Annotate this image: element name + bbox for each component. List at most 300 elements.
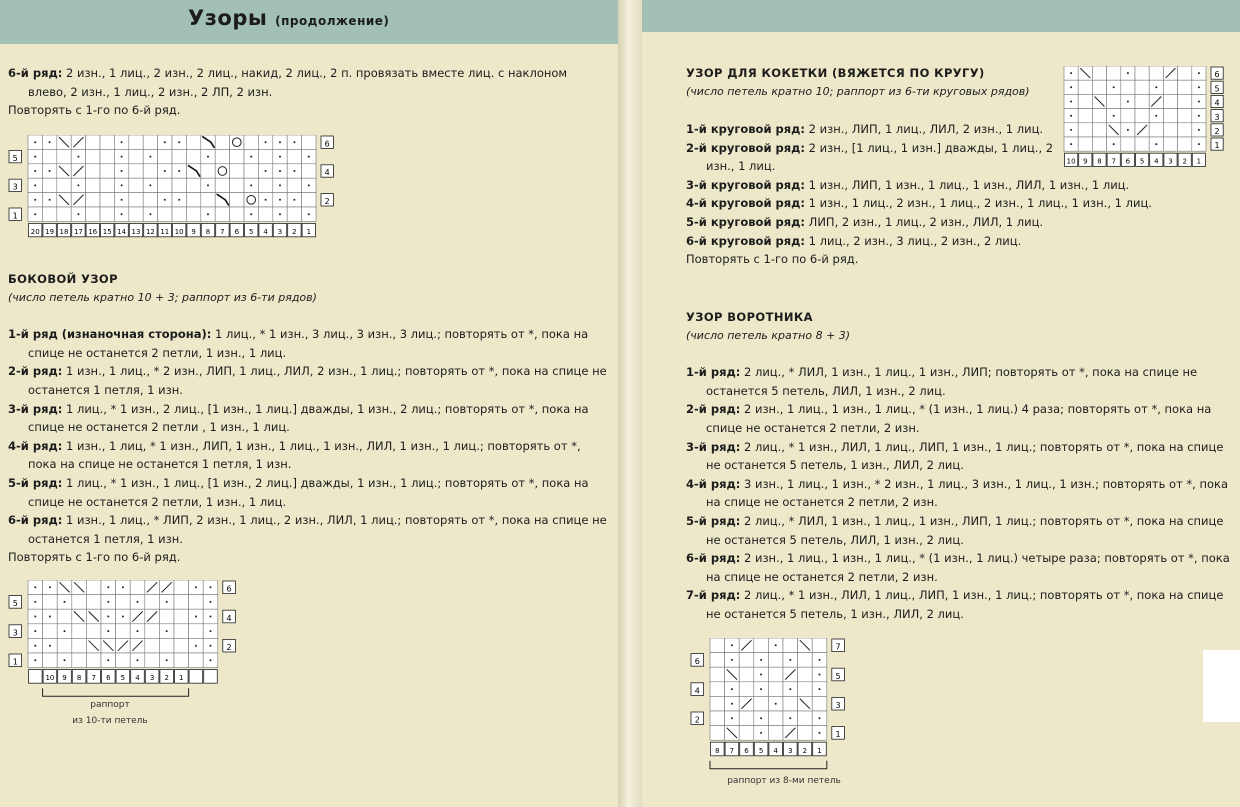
purl-dot	[265, 141, 267, 143]
row-label: 6	[226, 584, 232, 594]
row-label: 5	[1214, 84, 1220, 94]
chart-cell	[244, 135, 258, 149]
purl-dot	[49, 170, 51, 172]
purl-dot	[121, 156, 123, 158]
col-label: 7	[1111, 157, 1116, 166]
chart-cell	[1121, 137, 1135, 151]
purl-dot	[789, 717, 791, 719]
collar-title: УЗОР ВОРОТНИКА	[686, 310, 813, 324]
chart2-svg	[6, 580, 240, 700]
row-label: 4	[694, 686, 700, 696]
chart-cell	[1163, 94, 1177, 108]
purl-dot	[1155, 143, 1157, 145]
header-band-right	[642, 0, 1240, 32]
purl-dot	[121, 141, 123, 143]
col-label-box	[29, 670, 43, 684]
purl-dot	[731, 717, 733, 719]
chart-cell	[710, 638, 725, 653]
purl-dot	[34, 156, 36, 158]
chart-cell	[42, 207, 56, 221]
title-main: Узоры	[188, 6, 268, 30]
chart-cell	[1078, 123, 1092, 137]
col-label: 11	[160, 227, 170, 236]
col-label: 6	[744, 746, 749, 755]
purl-dot	[34, 141, 36, 143]
chart-cell	[1078, 94, 1092, 108]
purl-dot	[121, 213, 123, 215]
purl-dot	[207, 213, 209, 215]
purl-dot	[760, 732, 762, 734]
chart-cell	[57, 207, 71, 221]
chart-cell	[739, 726, 754, 741]
col-label: 12	[145, 227, 155, 236]
chart-cell	[186, 149, 200, 163]
yoke-row-1: 1-й круговой ряд: 2 изн., ЛИП, 1 лиц., ЛИЛ, 2 изн., 1 лиц.	[686, 122, 1044, 136]
purl-dot	[308, 213, 310, 215]
chart-cell	[129, 207, 143, 221]
chart2-grid	[28, 580, 218, 668]
chart-cell	[174, 595, 189, 610]
purl-dot	[164, 141, 166, 143]
chart-cell	[116, 624, 131, 639]
purl-dot	[195, 615, 197, 617]
row-label: 1	[1214, 141, 1220, 151]
yoke-row-4: 4-й круговой ряд: 1 изн., 1 лиц., 2 изн., 1 лиц., 2 изн., 1 лиц., 1 изн., 1 лиц.	[686, 196, 1152, 211]
row-label: 1	[12, 211, 18, 221]
purl-dot	[1155, 86, 1157, 88]
chart-cell	[710, 653, 725, 668]
col-label: 8	[715, 746, 720, 755]
col-label: 10	[174, 227, 184, 236]
row-label: 2	[694, 715, 700, 725]
col-label: 3	[1168, 157, 1173, 166]
col-label: 1	[306, 227, 312, 236]
purl-dot	[122, 615, 124, 617]
col-label: 9	[62, 674, 67, 683]
chart-cell	[768, 653, 783, 668]
purl-dot	[775, 644, 777, 646]
purl-dot	[1113, 86, 1115, 88]
purl-dot	[34, 170, 36, 172]
row-label: 3	[1214, 112, 1220, 122]
row-label: 6	[324, 139, 330, 149]
chart-cell	[116, 653, 131, 668]
chart-cell	[186, 178, 200, 192]
chart-cell	[172, 178, 186, 192]
chart1-grid	[28, 135, 316, 221]
purl-dot	[1127, 129, 1129, 131]
purl-dot	[760, 688, 762, 690]
chart-cell	[100, 178, 114, 192]
purl-dot	[293, 141, 295, 143]
purl-dot	[818, 717, 820, 719]
chart-cell	[129, 178, 143, 192]
purl-dot	[1198, 86, 1200, 88]
chart-cell	[287, 207, 301, 221]
purl-dot	[209, 615, 211, 617]
chart-cell	[189, 624, 204, 639]
side-pattern-title: БОКОВОЙ УЗОР	[8, 272, 118, 286]
purl-dot	[195, 645, 197, 647]
purl-dot	[209, 645, 211, 647]
row-label: 7	[835, 642, 841, 652]
purl-dot	[107, 630, 109, 632]
purl-dot	[279, 199, 281, 201]
chart-cell	[768, 711, 783, 726]
book-gutter	[618, 0, 642, 807]
row-label: 3	[12, 628, 18, 638]
purl-dot	[49, 141, 51, 143]
chart-cell	[116, 595, 131, 610]
chart-cell	[1078, 80, 1092, 94]
chart-cell	[244, 164, 258, 178]
purl-dot	[121, 184, 123, 186]
col-label: 2	[802, 746, 808, 755]
row-label: 4	[226, 613, 232, 623]
purl-dot	[818, 673, 820, 675]
chart-cell	[754, 696, 769, 711]
chart-cell	[230, 178, 244, 192]
purl-dot	[1198, 72, 1200, 74]
purl-dot	[1127, 72, 1129, 74]
purl-dot	[1070, 143, 1072, 145]
chart-cell	[215, 178, 229, 192]
collar-caption: раппорт из 8-ми петель	[727, 776, 841, 786]
chart-cell	[798, 711, 813, 726]
chart-cell	[230, 207, 244, 221]
purl-dot	[279, 141, 281, 143]
chart-cell	[1149, 66, 1163, 80]
collar-row-6: 6-й ряд: 2 изн., 1 лиц., 1 изн., 1 лиц., * (1 изн., 1 лиц.) четыре раза; повторять от *, пока на спице не останется 2 петли, 2 изн.	[686, 551, 1230, 584]
chart-cell	[1121, 109, 1135, 123]
chart-cell	[768, 682, 783, 697]
chart-cell	[42, 149, 56, 163]
row-label: 6	[1214, 70, 1220, 80]
side-row-2: 2-й ряд: 1 изн., 1 лиц., * 2 изн., ЛИП, 1 лиц., ЛИЛ, 2 изн., 1 лиц.; повторять от *, пока на спице не останется 1 петля, 1 изн.	[8, 364, 607, 397]
purl-dot	[1198, 143, 1200, 145]
purl-dot	[34, 630, 36, 632]
chart-cell	[1078, 137, 1092, 151]
title-subtitle: (продолжение)	[275, 14, 390, 28]
chart-cell	[158, 207, 172, 221]
col-label: 4	[135, 674, 140, 683]
chart-cell	[798, 726, 813, 741]
col-label: 9	[191, 227, 196, 236]
chart-cell	[186, 193, 200, 207]
chart-cell	[130, 580, 145, 595]
repeat-bracket	[710, 761, 827, 769]
col-label: 7	[729, 746, 735, 755]
purl-dot	[107, 615, 109, 617]
purl-dot	[77, 184, 79, 186]
chart-cell	[129, 149, 143, 163]
col-label: 17	[73, 227, 83, 236]
purl-dot	[308, 184, 310, 186]
purl-dot	[731, 644, 733, 646]
purl-dot	[209, 630, 211, 632]
purl-dot	[760, 659, 762, 661]
purl-dot	[136, 630, 138, 632]
chart-cell	[812, 638, 827, 653]
purl-dot	[164, 170, 166, 172]
purl-dot	[818, 659, 820, 661]
chart-cell	[86, 178, 100, 192]
purl-dot	[279, 170, 281, 172]
purl-dot	[136, 659, 138, 661]
chart-cell	[42, 178, 56, 192]
chart-cell	[302, 193, 316, 207]
chart-cell	[739, 667, 754, 682]
chart-cell	[129, 193, 143, 207]
chart-cell	[100, 207, 114, 221]
collar-row-4: 4-й ряд: 3 изн., 1 лиц., 1 изн., * 2 изн., 1 лиц., 3 изн., 1 лиц., 1 изн.; повторять от *, пока на спице не останется 2 петли, 2 изн.	[686, 476, 1229, 510]
purl-dot	[49, 199, 51, 201]
purl-dot	[1198, 115, 1200, 117]
col-label: 8	[1097, 157, 1102, 166]
purl-dot	[178, 170, 180, 172]
chart-cell	[57, 178, 71, 192]
purl-dot	[1070, 129, 1072, 131]
purl-dot	[121, 199, 123, 201]
purl-dot	[250, 213, 252, 215]
chart-cell	[287, 178, 301, 192]
chart-cell	[783, 638, 798, 653]
chart-cell	[174, 653, 189, 668]
col-label: 1	[1196, 157, 1202, 166]
purl-dot	[195, 586, 197, 588]
chart-cell	[768, 667, 783, 682]
purl-dot	[166, 630, 168, 632]
chart-cell	[1149, 123, 1163, 137]
col-label: 9	[1083, 157, 1088, 166]
row-label: 4	[324, 168, 330, 178]
chart-cell	[1121, 80, 1135, 94]
chart-cell	[1178, 109, 1192, 123]
chart-cell	[1092, 137, 1106, 151]
chart-cell	[1178, 123, 1192, 137]
purl-dot	[209, 586, 211, 588]
purl-dot	[789, 688, 791, 690]
purl-dot	[818, 732, 820, 734]
purl-dot	[164, 199, 166, 201]
purl-dot	[760, 717, 762, 719]
purl-dot	[209, 601, 211, 603]
purl-dot	[818, 688, 820, 690]
chart-cell	[739, 653, 754, 668]
pattern1-repeat: Повторять с 1-го по 6-й ряд.	[8, 103, 181, 118]
page-title	[188, 6, 389, 30]
chart-cell	[158, 178, 172, 192]
purl-dot	[34, 213, 36, 215]
row-label: 5	[12, 153, 18, 163]
chart-cell	[129, 164, 143, 178]
row-label: 2	[226, 642, 232, 652]
purl-dot	[64, 601, 66, 603]
chart-cell	[57, 609, 72, 624]
purl-dot	[1070, 115, 1072, 117]
chart-cell	[86, 135, 100, 149]
row-label: 2	[1214, 126, 1220, 136]
chart-cell	[1107, 66, 1121, 80]
purl-dot	[1070, 72, 1072, 74]
chart-cell	[1163, 109, 1177, 123]
chart-cell	[1135, 66, 1149, 80]
chart-cell	[230, 164, 244, 178]
purl-dot	[122, 586, 124, 588]
col-label: 5	[1139, 157, 1145, 166]
chart-cell	[754, 638, 769, 653]
col-label-box	[204, 670, 218, 684]
col-label: 18	[59, 227, 69, 236]
purl-dot	[107, 601, 109, 603]
chart3-svg	[1062, 66, 1228, 169]
purl-dot	[1155, 115, 1157, 117]
chart-cell	[798, 682, 813, 697]
purl-dot	[64, 659, 66, 661]
row-label: 2	[324, 196, 330, 206]
chart-cell	[189, 653, 204, 668]
right-page	[642, 0, 1240, 807]
purl-dot	[149, 156, 151, 158]
col-label: 10	[45, 674, 55, 683]
chart-cell	[230, 135, 244, 149]
col-label: 19	[45, 227, 55, 236]
chart-cell	[201, 164, 215, 178]
purl-dot	[149, 213, 151, 215]
purl-dot	[250, 184, 252, 186]
repeat-bracket	[43, 688, 189, 696]
chart-cell	[1163, 80, 1177, 94]
chart-cell	[172, 207, 186, 221]
col-label: 16	[88, 227, 98, 236]
purl-dot	[731, 688, 733, 690]
chart4-svg	[688, 638, 849, 773]
chart-cell	[1092, 109, 1106, 123]
chart-cell	[100, 149, 114, 163]
purl-dot	[178, 199, 180, 201]
purl-dot	[166, 659, 168, 661]
row-label: 3	[12, 182, 18, 192]
row-label: 6	[694, 657, 700, 667]
chart-cell	[143, 135, 157, 149]
chart-cell	[230, 149, 244, 163]
chart-cell	[143, 164, 157, 178]
col-label: 4	[1154, 157, 1159, 166]
chart-cell	[145, 638, 160, 653]
col-label: 6	[1125, 157, 1131, 166]
chart-cell	[710, 726, 725, 741]
purl-dot	[1070, 100, 1072, 102]
chart-cell	[1092, 80, 1106, 94]
chart-cell	[43, 624, 58, 639]
purl-dot	[789, 659, 791, 661]
chart-cell	[1178, 137, 1192, 151]
collar-row-1: 1-й ряд: 2 лиц., * ЛИЛ, 1 изн., 1 лиц., 1 изн., ЛИП; повторять от *, пока на спице не останется 5 петель, ЛИЛ, 1 изн., 2 лиц.	[686, 365, 1198, 398]
chart-cell	[86, 193, 100, 207]
purl-dot	[1113, 143, 1115, 145]
collar-pattern-section	[686, 308, 1236, 624]
chart-cell	[172, 149, 186, 163]
chart-cell	[302, 164, 316, 178]
col-label: 8	[76, 674, 82, 683]
side-row-5: 5-й ряд: 1 лиц., * 1 изн., 1 лиц., [1 изн., 2 лиц.] дважды, 1 изн., 1 лиц.; повторять от *, пока на спице не останется 2 петли, 1 изн., 1 лиц.	[8, 475, 589, 509]
row-label: 1	[12, 657, 18, 667]
col-label: 8	[205, 227, 211, 236]
purl-dot	[49, 586, 51, 588]
purl-dot	[34, 615, 36, 617]
row-label: 4	[1214, 98, 1220, 108]
chart-cell	[1178, 80, 1192, 94]
pattern1-text	[8, 64, 608, 120]
purl-dot	[1198, 129, 1200, 131]
pattern1-row6: 6-й ряд: 2 изн., 1 лиц., 2 изн., 2 лиц., накид, 2 лиц., 2 п. провязать вместе лиц. с наклоном влево, 2 изн., 1 лиц., 2 изн., 2 ЛП, 2 изн.	[8, 66, 568, 99]
chart-cell	[798, 653, 813, 668]
left-page	[0, 0, 618, 807]
purl-dot	[209, 659, 211, 661]
purl-dot	[34, 199, 36, 201]
chart-cell	[72, 653, 87, 668]
yoke-row-3: 3-й круговой ряд: 1 изн., ЛИП, 1 изн., 1 лиц., 1 изн., ЛИЛ, 1 изн., 1 лиц.	[686, 177, 1130, 192]
chart-cell	[1135, 137, 1149, 151]
yoke-repeat: Повторять с 1-го по 6-й ряд.	[686, 252, 859, 267]
side-row-3: 3-й ряд: 1 лиц., * 1 изн., 2 лиц., [1 изн., 1 лиц.] дважды, 1 изн., 2 лиц.; повторять от *, пока на спице не останется 2 петли , 1 изн., 1 лиц.	[8, 401, 589, 435]
chart-cell	[129, 135, 143, 149]
chart-side-pattern	[6, 580, 240, 704]
chart-cell	[710, 667, 725, 682]
chart-cell	[145, 624, 160, 639]
col-label: 5	[758, 746, 764, 755]
chart-cell	[1135, 94, 1149, 108]
side-row-4: 4-й ряд: 1 изн., 1 лиц, * 1 изн., ЛИП, 1 изн., 1 лиц., 1 изн., ЛИЛ, 1 изн., 1 лиц.; повторять от *, пока на спице не останется 1 петля, 1 изн.	[8, 438, 581, 472]
chart3-grid	[1064, 66, 1206, 151]
row-label: 5	[835, 671, 841, 681]
yoke-row-6: 6-й круговой ряд: 1 лиц., 2 изн., 3 лиц., 2 изн., 2 лиц.	[686, 233, 1022, 248]
side-caption	[40, 700, 180, 726]
purl-dot	[136, 601, 138, 603]
purl-dot	[107, 659, 109, 661]
purl-dot	[207, 156, 209, 158]
col-label: 7	[220, 227, 225, 236]
purl-dot	[293, 199, 295, 201]
col-label: 4	[263, 227, 268, 236]
purl-dot	[149, 184, 151, 186]
purl-dot	[34, 659, 36, 661]
col-label: 5	[120, 674, 126, 683]
col-label: 2	[292, 227, 297, 236]
side-repeat: Повторять с 1-го по 6-й ряд.	[8, 550, 181, 565]
col-label: 10	[1066, 157, 1076, 166]
row-label: 3	[835, 700, 841, 710]
chart-cell	[174, 609, 189, 624]
chart-cell	[739, 682, 754, 697]
col-label: 2	[164, 674, 169, 683]
side-pattern-section	[8, 270, 608, 567]
purl-dot	[166, 601, 168, 603]
col-label: 13	[131, 227, 141, 236]
purl-dot	[34, 645, 36, 647]
purl-dot	[34, 184, 36, 186]
purl-dot	[1127, 100, 1129, 102]
chart-cell	[159, 638, 174, 653]
chart-cell	[215, 149, 229, 163]
purl-dot	[293, 170, 295, 172]
chart-cell	[1092, 66, 1106, 80]
chart-cell	[86, 580, 101, 595]
chart-cell	[215, 135, 229, 149]
col-label: 7	[91, 674, 96, 683]
chart-cell	[1178, 66, 1192, 80]
purl-dot	[178, 141, 180, 143]
